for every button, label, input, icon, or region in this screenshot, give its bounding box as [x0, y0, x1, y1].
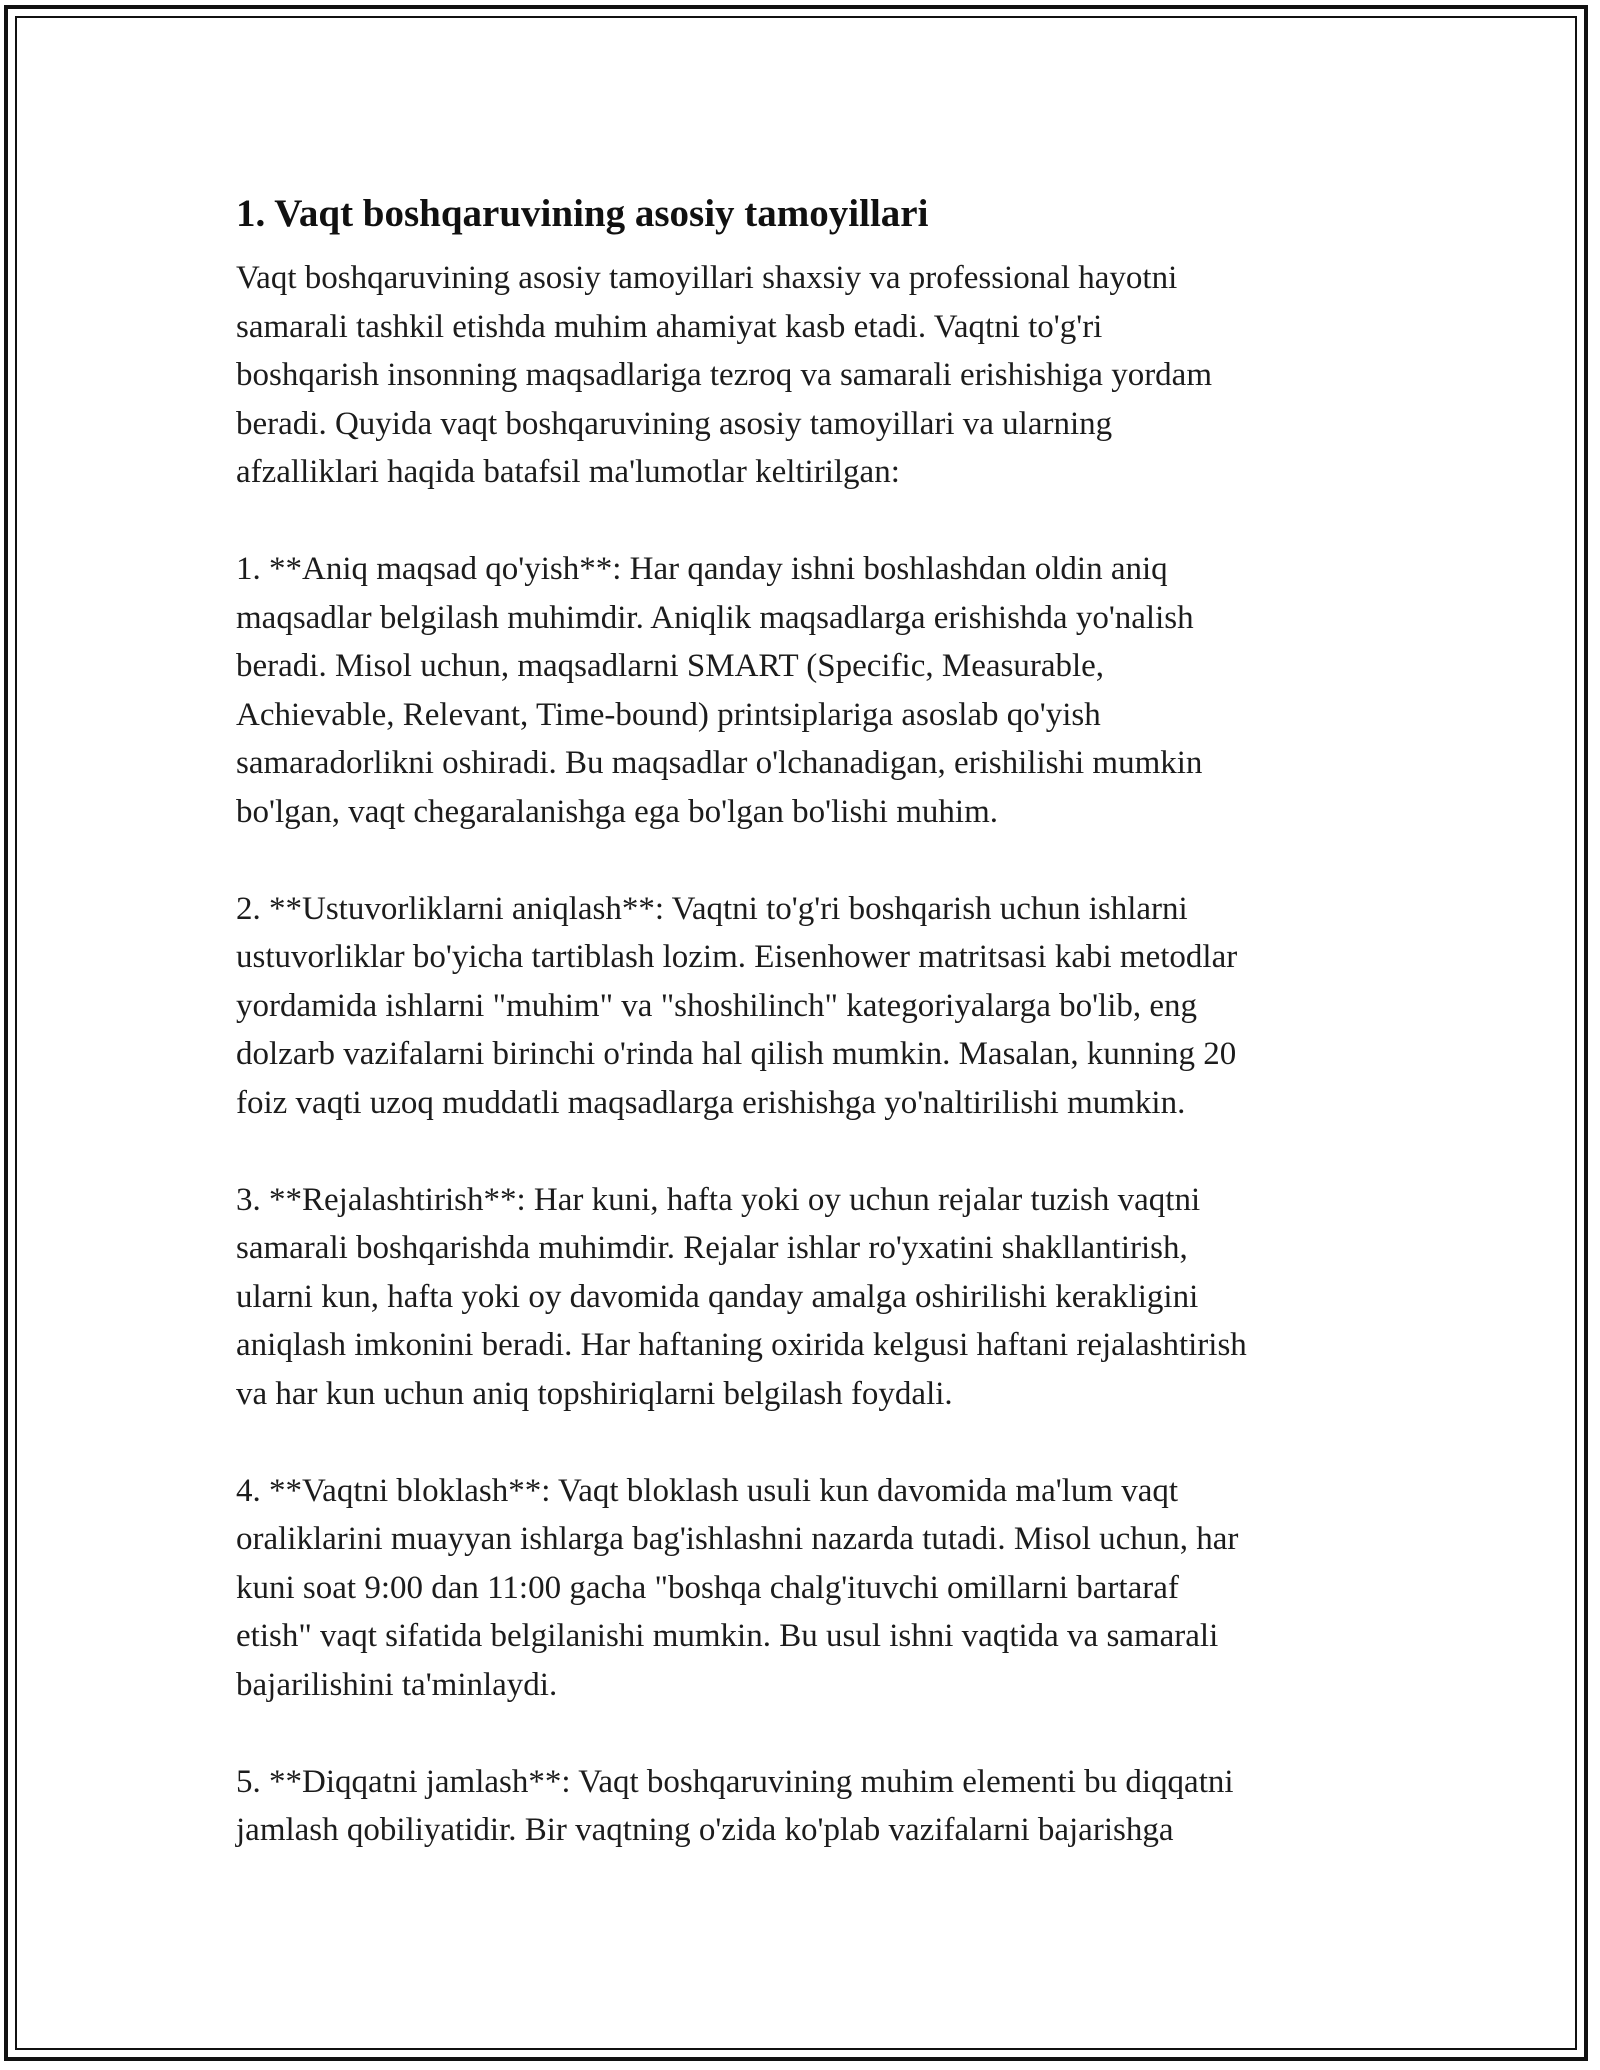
intro-paragraph: Vaqt boshqaruvining asosiy tamoyillari shaxsiy va professional hayotni samarali tashkil etishda muhim ahamiyat kasb etadi. Vaqtni to'g'ri boshqarish insonning maqsadlariga tezroq va samarali erishishiga yordam beradi. Quyida vaqt boshqaruvining asosiy tamoyillari va ularning afzalliklari haqida batafsil ma'lumotlar keltirilgan:: [236, 260, 1212, 490]
principle-2-paragraph: 2. **Ustuvorliklarni aniqlash**: Vaqtni to'g'ri boshqarish uchun ishlarni ustuvorliklar bo'yicha tartiblash lozim. Eisenhower matritsasi kabi metodlar yordamida ishlarni "muhim" va "shoshilinch" kategoriyalarga bo'lib, eng dolzarb vazifalarni birinchi o'rinda hal qilish mumkin. Masalan, kunning 20 foiz vaqti uzoq muddatli maqsadlarga erishishga yo'naltirilishi mumkin.: [236, 890, 1238, 1121]
document-body: [236, 190, 1416, 1903]
principle-5-paragraph: 5. **Diqqatni jamlash**: Vaqt boshqaruvining muhim elementi bu diqqatni jamlash qobiliyatidir. Bir vaqtning o'zida ko'plab vazifalarni bajarishga: [236, 1763, 1234, 1848]
principle-3-paragraph: 3. **Rejalashtirish**: Har kuni, hafta yoki oy uchun rejalar tuzish vaqtni samarali boshqarishda muhimdir. Rejalar ishlar ro'yxatini shakllantirish, ularni kun, hafta yoki oy davomida qanday amalga oshirilishi kerakligini aniqlash imkonini beradi. Har haftaning oxirida kelgusi haftani rejalashtirish va har kun uchun aniq topshiriqlarni belgilash foydali.: [236, 1181, 1247, 1412]
principle-1-paragraph: 1. **Aniq maqsad qo'yish**: Har qanday ishni boshlashdan oldin aniq maqsadlar belgilash muhimdir. Aniqlik maqsadlarga erishishda yo'nalish beradi. Misol uchun, maqsadlarni SMART (Specific, Measurable, Achievable, Relevant, Time-bound) printsiplariga asoslab qo'yish samaradorlikni oshiradi. Bu maqsadlar o'lchanadigan, erishilishi mumkin bo'lgan, vaqt chegaralanishga ega bo'lgan bo'lishi muhim.: [236, 551, 1203, 830]
section-title: 1. Vaqt boshqaruvining asosiy tamoyillari: [236, 192, 929, 235]
principle-4-paragraph: 4. **Vaqtni bloklash**: Vaqt bloklash usuli kun davomida ma'lum vaqt oraliklarini muayyan ishlarga bag'ishlashni nazarda tutadi. Misol uchun, har kuni soat 9:00 dan 11:00 gacha "boshqa chalg'ituvchi omillarni bartaraf etish" vaqt sifatida belgilanishi mumkin. Bu usul ishni vaqtida va samarali bajarilishini ta'minlaydi.: [236, 1472, 1239, 1703]
